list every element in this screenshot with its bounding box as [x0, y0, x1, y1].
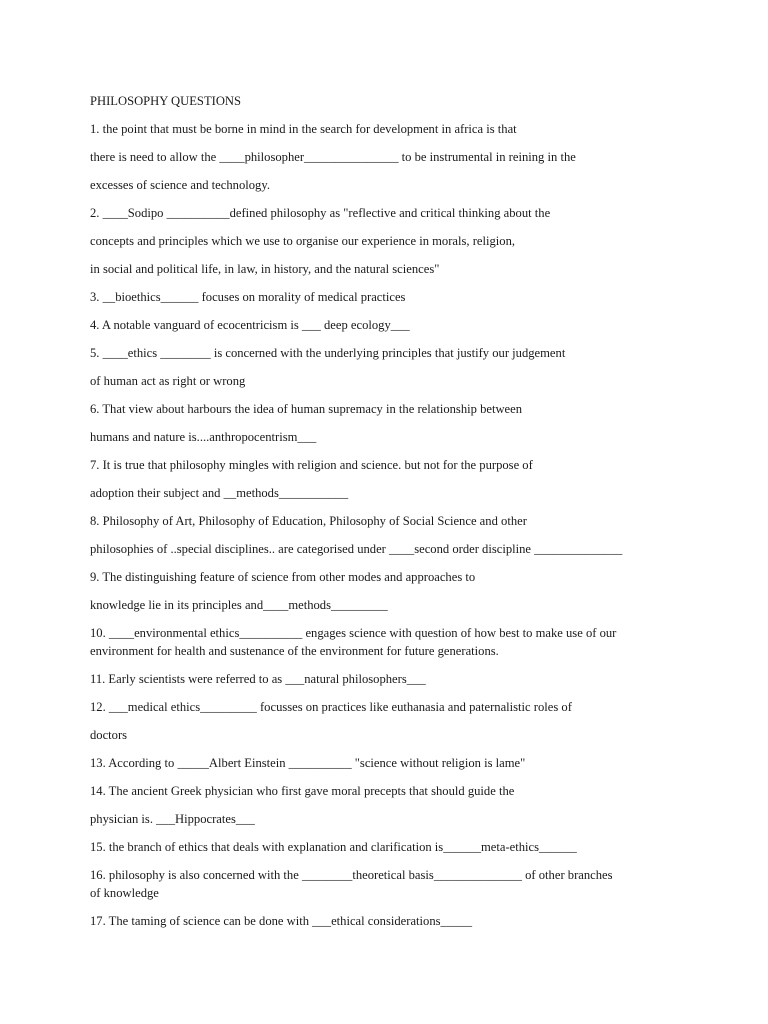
- q4-line-1: 4. A notable vanguard of ecocentricism is ___ deep ecology___: [90, 318, 410, 332]
- q8-line-1: 8. Philosophy of Art, Philosophy of Education, Philosophy of Social Science and other: [90, 514, 527, 528]
- q9-line-1: 9. The distinguishing feature of science from other modes and approaches to: [90, 570, 476, 584]
- q16-line-2: of knowledge: [90, 886, 159, 900]
- q6-line-2: humans and nature is....anthropocentrism___: [90, 430, 317, 444]
- q14-line-2: physician is. ___Hippocrates___: [90, 812, 255, 826]
- q1-line-1: 1. the point that must be borne in mind in the search for development in africa is that: [90, 122, 517, 136]
- q12-line-1: 12. ___medical ethics_________ focusses on practices like euthanasia and paternalistic roles of: [90, 700, 572, 714]
- q10-line-2: environment for health and sustenance of the environment for future generations.: [90, 644, 499, 658]
- q10-line-1: 10. ____environmental ethics__________ engages science with question of how best to make use of our: [90, 626, 617, 640]
- q17-line-1: 17. The taming of science can be done with ___ethical considerations_____: [90, 914, 473, 928]
- q6-line-1: 6. That view about harbours the idea of human supremacy in the relationship between: [90, 402, 523, 416]
- q7-line-2: adoption their subject and __methods___________: [90, 486, 349, 500]
- q11-line-1: 11. Early scientists were referred to as ___natural philosophers___: [90, 672, 426, 686]
- q12-line-2: doctors: [90, 728, 128, 742]
- q3-line-1: 3. __bioethics______ focuses on morality of medical practices: [90, 290, 406, 304]
- q13-line-1: 13. According to _____Albert Einstein __________ "science without religion is lame": [90, 756, 526, 770]
- q5-line-1: 5. ____ethics ________ is concerned with the underlying principles that justify our judgement: [90, 346, 566, 360]
- q2-line-1: 2. ____Sodipo __________defined philosophy as "reflective and critical thinking about the: [90, 206, 551, 220]
- q9-line-2: knowledge lie in its principles and____methods_________: [90, 598, 388, 612]
- q2-line-2: concepts and principles which we use to organise our experience in morals, religion,: [90, 234, 516, 248]
- q2-line-3: in social and political life, in law, in history, and the natural sciences": [90, 262, 440, 276]
- page-title: PHILOSOPHY QUESTIONS: [90, 94, 242, 108]
- q5-line-2: of human act as right or wrong: [90, 374, 246, 388]
- q14-line-1: 14. The ancient Greek physician who first gave moral precepts that should guide the: [90, 784, 515, 798]
- q8-line-2: philosophies of ..special disciplines.. are categorised under ____second order discipline ______________: [90, 542, 623, 556]
- q7-line-1: 7. It is true that philosophy mingles with religion and science. but not for the purpose of: [90, 458, 533, 472]
- q1-line-3: excesses of science and technology.: [90, 178, 270, 192]
- q15-line-1: 15. the branch of ethics that deals with explanation and clarification is______meta-ethics______: [90, 840, 577, 854]
- q1-line-2: there is need to allow the ____philosopher_______________ to be instrumental in reining in the: [90, 150, 576, 164]
- q16-line-1: 16. philosophy is also concerned with the ________theoretical basis______________ of other branches: [90, 868, 613, 882]
